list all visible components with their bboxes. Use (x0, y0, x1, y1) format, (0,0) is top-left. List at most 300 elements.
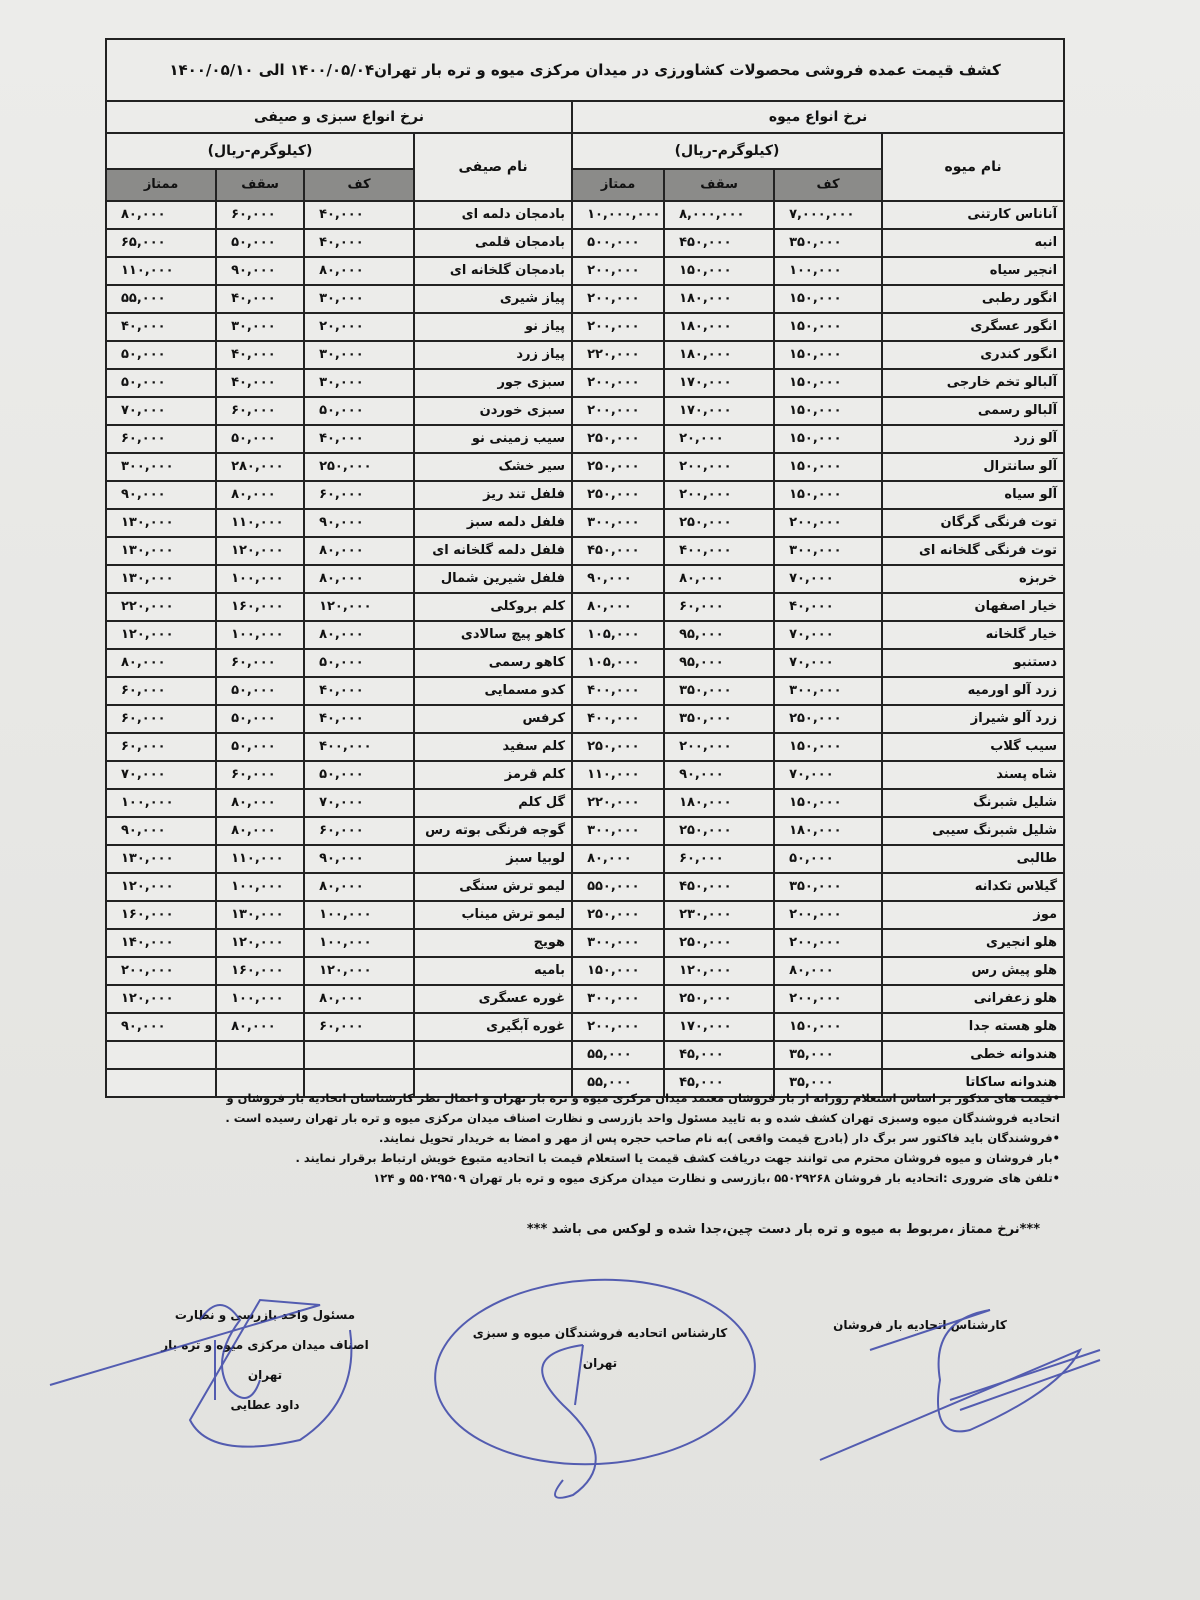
fruit-max-price-cell: ۱۸۰,۰۰۰ (664, 313, 774, 341)
veg-min-price-cell: ۴۰,۰۰۰ (304, 425, 414, 453)
fruit-premium-price-cell: ۲۰۰,۰۰۰ (572, 257, 664, 285)
veg-name-cell: لیمو ترش میناب (414, 901, 572, 929)
fruit-premium-price-cell: ۳۰۰,۰۰۰ (572, 985, 664, 1013)
veg-premium-price-cell: ۱۴۰,۰۰۰ (106, 929, 216, 957)
veg-premium-price-cell: ۵۵,۰۰۰ (106, 285, 216, 313)
veg-max-price-cell: ۹۰,۰۰۰ (216, 257, 304, 285)
veg-premium-price-cell: ۱۲۰,۰۰۰ (106, 985, 216, 1013)
fruit-premium-price-cell: ۳۰۰,۰۰۰ (572, 929, 664, 957)
fruit-premium-price-cell: ۲۲۰,۰۰۰ (572, 341, 664, 369)
fruit-name-cell: خیار گلخانه (882, 621, 1064, 649)
fruit-name-cell: زرد آلو اورمیه (882, 677, 1064, 705)
veg-max-price-cell: ۴۰,۰۰۰ (216, 341, 304, 369)
footnote: •فروشندگان باید فاکتور سر برگ دار (بادرج قیمت واقعی )به نام صاحب حجره پس از مهر و امضا به خریدار تحویل نمایند. (378, 1131, 1060, 1145)
table-row (106, 453, 1064, 481)
fruit-premium-price-cell: ۱۱۰,۰۰۰ (572, 761, 664, 789)
fruit-min-price-cell: ۷۰,۰۰۰ (774, 649, 882, 677)
fruit-max-price-cell: ۲۳۰,۰۰۰ (664, 901, 774, 929)
veg-name-cell: کاهو پیچ سالادی (414, 621, 572, 649)
fruit-premium-price-cell: ۲۰۰,۰۰۰ (572, 397, 664, 425)
veg-min-price-cell: ۲۰,۰۰۰ (304, 313, 414, 341)
fruit-max-price-cell: ۱۲۰,۰۰۰ (664, 957, 774, 985)
veg-max-price-cell: ۸۰,۰۰۰ (216, 789, 304, 817)
veg-min-price-cell: ۱۰۰,۰۰۰ (304, 901, 414, 929)
fruit-name-cell: آلو سانترال (882, 453, 1064, 481)
footnote: •قیمت های مذکور بر اساس استعلام روزانه از بار فروشان معتمد میدان مرکزی میوه و تره بار تهران و اعمال نظر کارشناسان اتحادیه بار فروشان و (226, 1091, 1060, 1105)
veg-name-cell: بادمجان گلخانه ای (414, 257, 572, 285)
fruit-name-cell: هندوانه خطی (882, 1041, 1064, 1069)
table-row (106, 257, 1064, 285)
veg-premium-price-cell: ۳۰۰,۰۰۰ (106, 453, 216, 481)
veg-max-price-cell: ۸۰,۰۰۰ (216, 481, 304, 509)
veg-max-price-cell: ۱۱۰,۰۰۰ (216, 509, 304, 537)
fruit-name-cell: انگور کندری (882, 341, 1064, 369)
fruit-name-header: نام میوه (882, 133, 1064, 201)
veg-max-price-cell: ۴۰,۰۰۰ (216, 369, 304, 397)
veg-min-price-cell: ۴۰,۰۰۰ (304, 705, 414, 733)
veg-max-price-cell: ۱۲۰,۰۰۰ (216, 929, 304, 957)
fruit-max-price-cell: ۲۵۰,۰۰۰ (664, 929, 774, 957)
fruit-min-price-cell: ۱۸۰,۰۰۰ (774, 817, 882, 845)
fruit-premium-price-cell: ۵۵,۰۰۰ (572, 1041, 664, 1069)
fruit-min-price-cell: ۱۰۰,۰۰۰ (774, 257, 882, 285)
table-row (106, 537, 1064, 565)
fruit-premium-price-cell: ۲۵۰,۰۰۰ (572, 733, 664, 761)
veg-max-price-cell: ۱۱۰,۰۰۰ (216, 845, 304, 873)
fruit-name-cell: شاه پسند (882, 761, 1064, 789)
veg-min-price-cell: ۹۰,۰۰۰ (304, 509, 414, 537)
fruit-max-price-cell: ۱۷۰,۰۰۰ (664, 397, 774, 425)
fruit-premium-price-cell: ۳۰۰,۰۰۰ (572, 817, 664, 845)
veg-premium-price-cell: ۲۰۰,۰۰۰ (106, 957, 216, 985)
fruit-max-price-cell: ۶۰,۰۰۰ (664, 845, 774, 873)
fruit-premium-price-cell: ۸۰,۰۰۰ (572, 593, 664, 621)
veg-name-cell: بامیه (414, 957, 572, 985)
fruit-premium-price-cell: ۲۵۰,۰۰۰ (572, 901, 664, 929)
veg-max-price-cell: ۵۰,۰۰۰ (216, 733, 304, 761)
veg-name-cell: پیاز زرد (414, 341, 572, 369)
veg-premium-price-cell: ۱۳۰,۰۰۰ (106, 565, 216, 593)
table-row (106, 341, 1064, 369)
veg-max-price-cell (216, 1041, 304, 1069)
veg-min-price-cell: ۶۰,۰۰۰ (304, 817, 414, 845)
fruit-min-price-cell: ۷۰,۰۰۰ (774, 565, 882, 593)
veg-min-price-cell: ۸۰,۰۰۰ (304, 621, 414, 649)
fruit-name-cell: انگور عسگری (882, 313, 1064, 341)
fruit-premium-price-cell: ۵۰۰,۰۰۰ (572, 229, 664, 257)
fruit-premium-price-cell: ۲۰۰,۰۰۰ (572, 369, 664, 397)
veg-premium-price-cell: ۷۰,۰۰۰ (106, 761, 216, 789)
signature-org: اصناف میدان مرکزی میوه و تره بار تهران (161, 1338, 369, 1382)
veg-min-price-cell: ۳۰,۰۰۰ (304, 369, 414, 397)
veg-max-price-cell: ۶۰,۰۰۰ (216, 201, 304, 229)
veg-max-price-cell: ۱۶۰,۰۰۰ (216, 957, 304, 985)
fruit-unit-header: (کیلوگرم-ریال) (572, 133, 882, 169)
fruit-name-cell: هلو پیش رس (882, 957, 1064, 985)
veg-max-price-cell: ۶۰,۰۰۰ (216, 397, 304, 425)
veg-max-price-cell: ۱۶۰,۰۰۰ (216, 593, 304, 621)
veg-min-price-cell: ۴۰,۰۰۰ (304, 201, 414, 229)
veg-min-price-cell: ۵۰,۰۰۰ (304, 397, 414, 425)
fruit-name-cell: طالبی (882, 845, 1064, 873)
table-row (106, 873, 1064, 901)
veg-name-cell: پیاز نو (414, 313, 572, 341)
fruit-name-cell: آناناس کارتنی (882, 201, 1064, 229)
fruit-max-price-cell: ۲۰۰,۰۰۰ (664, 481, 774, 509)
veg-premium-price-cell: ۶۰,۰۰۰ (106, 733, 216, 761)
table-row (106, 229, 1064, 257)
veg-name-cell: پیاز شیری (414, 285, 572, 313)
veg-premium-price-cell: ۹۰,۰۰۰ (106, 817, 216, 845)
veg-name-cell: گوجه فرنگی بوته رس (414, 817, 572, 845)
veg-max-price-cell: ۳۰,۰۰۰ (216, 313, 304, 341)
veg-premium-price-cell: ۱۰۰,۰۰۰ (106, 789, 216, 817)
veg-name-cell: بادمجان دلمه ای (414, 201, 572, 229)
fruit-max-price-cell: ۲۰,۰۰۰ (664, 425, 774, 453)
fruit-premium-price-cell: ۴۵۰,۰۰۰ (572, 537, 664, 565)
veg-premium-price-cell: ۹۰,۰۰۰ (106, 481, 216, 509)
veg-min-price-cell: ۸۰,۰۰۰ (304, 565, 414, 593)
premium-rate-note: ***نرخ ممتاز ،مربوط به میوه و تره بار دست چین،جدا شده و لوکس می باشد *** (526, 1222, 1040, 1237)
fruit-max-price-cell: ۹۵,۰۰۰ (664, 649, 774, 677)
table-row (106, 313, 1064, 341)
fruit-premium-price-cell: ۲۵۰,۰۰۰ (572, 453, 664, 481)
table-row (106, 817, 1064, 845)
fruit-max-price-cell: ۱۷۰,۰۰۰ (664, 1013, 774, 1041)
veg-min-price-cell: ۴۰,۰۰۰ (304, 677, 414, 705)
veg-name-cell: بادمجان قلمی (414, 229, 572, 257)
fruit-premium-price-cell: ۱۵۰,۰۰۰ (572, 957, 664, 985)
veg-min-price-cell: ۸۰,۰۰۰ (304, 873, 414, 901)
fruit-premium-price-cell: ۵۵,۰۰۰ (572, 1069, 664, 1097)
veg-name-cell: کلم بروکلی (414, 593, 572, 621)
fruit-min-price-cell: ۱۵۰,۰۰۰ (774, 397, 882, 425)
table-row (106, 285, 1064, 313)
table-row (106, 565, 1064, 593)
veg-premium-price-cell: ۶۰,۰۰۰ (106, 677, 216, 705)
veg-name-cell: فلفل دلمه گلخانه ای (414, 537, 572, 565)
fruit-max-price-cell: ۹۵,۰۰۰ (664, 621, 774, 649)
fruit-premium-price-cell: ۲۲۰,۰۰۰ (572, 789, 664, 817)
fruit-max-price-cell: ۳۵۰,۰۰۰ (664, 705, 774, 733)
fruit-name-cell: گیلاس تکدانه (882, 873, 1064, 901)
title-row (106, 39, 1064, 101)
veg-premium-price-cell: ۱۲۰,۰۰۰ (106, 873, 216, 901)
veg-name-cell: هویج (414, 929, 572, 957)
fruit-premium-price-cell: ۲۰۰,۰۰۰ (572, 313, 664, 341)
veg-premium-price-cell: ۹۰,۰۰۰ (106, 1013, 216, 1041)
table-row (106, 425, 1064, 453)
veg-max-price-cell: ۱۰۰,۰۰۰ (216, 985, 304, 1013)
veg-max-price-cell: ۸۰,۰۰۰ (216, 817, 304, 845)
fruit-premium-header: ممتاز (572, 169, 664, 201)
veg-name-cell: کاهو رسمی (414, 649, 572, 677)
veg-min-price-cell: ۵۰,۰۰۰ (304, 761, 414, 789)
table-row (106, 201, 1064, 229)
fruit-min-header: کف (774, 169, 882, 201)
fruit-min-price-cell: ۱۵۰,۰۰۰ (774, 341, 882, 369)
veg-name-cell: کدو مسمایی (414, 677, 572, 705)
veg-name-cell: کلم سفید (414, 733, 572, 761)
footnotes (160, 1088, 1060, 1188)
veg-max-price-cell: ۵۰,۰۰۰ (216, 425, 304, 453)
table-row (106, 369, 1064, 397)
fruit-max-price-cell: ۱۸۰,۰۰۰ (664, 789, 774, 817)
veg-max-price-cell: ۵۰,۰۰۰ (216, 677, 304, 705)
veg-premium-price-cell (106, 1041, 216, 1069)
veg-name-header: نام صیفی (414, 133, 572, 201)
fruit-min-price-cell: ۱۵۰,۰۰۰ (774, 481, 882, 509)
fruit-name-cell: زرد آلو شیراز (882, 705, 1064, 733)
fruit-min-price-cell: ۲۵۰,۰۰۰ (774, 705, 882, 733)
table-row (106, 649, 1064, 677)
fruit-name-cell: هلو انجیری (882, 929, 1064, 957)
fruit-name-cell: هلو هسته جدا (882, 1013, 1064, 1041)
fruit-name-cell: انبه (882, 229, 1064, 257)
fruit-max-header: سقف (664, 169, 774, 201)
fruit-max-price-cell: ۴۰۰,۰۰۰ (664, 537, 774, 565)
signature-block-inspection (150, 1300, 380, 1420)
fruit-max-price-cell: ۸,۰۰۰,۰۰۰ (664, 201, 774, 229)
veg-premium-price-cell: ۶۰,۰۰۰ (106, 425, 216, 453)
fruit-max-price-cell: ۴۵,۰۰۰ (664, 1069, 774, 1097)
unit-header-row (106, 133, 1064, 169)
fruit-max-price-cell: ۳۵۰,۰۰۰ (664, 677, 774, 705)
veg-min-price-cell (304, 1041, 414, 1069)
fruit-max-price-cell: ۲۵۰,۰۰۰ (664, 985, 774, 1013)
fruit-premium-price-cell: ۳۰۰,۰۰۰ (572, 509, 664, 537)
fruit-premium-price-cell: ۱۰,۰۰۰,۰۰۰ (572, 201, 664, 229)
table-row (106, 677, 1064, 705)
veg-min-price-cell: ۹۰,۰۰۰ (304, 845, 414, 873)
fruit-premium-price-cell: ۱۰۵,۰۰۰ (572, 621, 664, 649)
veg-max-price-cell: ۱۰۰,۰۰۰ (216, 565, 304, 593)
fruit-name-cell: هندوانه ساکاتا (882, 1069, 1064, 1097)
fruit-min-price-cell: ۳۰۰,۰۰۰ (774, 537, 882, 565)
fruit-premium-price-cell: ۱۰۵,۰۰۰ (572, 649, 664, 677)
table-row (106, 901, 1064, 929)
fruit-max-price-cell: ۱۷۰,۰۰۰ (664, 369, 774, 397)
table-row (106, 705, 1064, 733)
veg-min-price-cell: ۵۰,۰۰۰ (304, 649, 414, 677)
fruit-premium-price-cell: ۲۵۰,۰۰۰ (572, 425, 664, 453)
fruit-max-price-cell: ۴۵۰,۰۰۰ (664, 229, 774, 257)
veg-premium-price-cell: ۴۰,۰۰۰ (106, 313, 216, 341)
fruit-min-price-cell: ۱۵۰,۰۰۰ (774, 425, 882, 453)
veg-name-cell: کرفس (414, 705, 572, 733)
fruit-min-price-cell: ۱۵۰,۰۰۰ (774, 453, 882, 481)
veg-max-price-cell: ۵۰,۰۰۰ (216, 705, 304, 733)
table-row (106, 621, 1064, 649)
veg-min-price-cell: ۸۰,۰۰۰ (304, 985, 414, 1013)
table-row (106, 957, 1064, 985)
fruit-name-cell: آلبالو تخم خارجی (882, 369, 1064, 397)
fruit-name-cell: انگور رطبی (882, 285, 1064, 313)
veg-max-price-cell: ۶۰,۰۰۰ (216, 649, 304, 677)
fruit-min-price-cell: ۱۵۰,۰۰۰ (774, 313, 882, 341)
veg-max-price-cell: ۶۰,۰۰۰ (216, 761, 304, 789)
signature-block-fruit-sellers-union (460, 1318, 740, 1378)
fruit-group-header: نرخ انواع میوه (572, 101, 1064, 133)
veg-min-price-cell: ۱۲۰,۰۰۰ (304, 593, 414, 621)
veg-premium-price-cell: ۸۰,۰۰۰ (106, 201, 216, 229)
table-row (106, 593, 1064, 621)
table-row (106, 733, 1064, 761)
table-row (106, 845, 1064, 873)
veg-name-cell: گل کلم (414, 789, 572, 817)
fruit-max-price-cell: ۸۰,۰۰۰ (664, 565, 774, 593)
price-table (105, 38, 1065, 1098)
veg-min-price-cell: ۳۰,۰۰۰ (304, 285, 414, 313)
veg-premium-price-cell: ۱۳۰,۰۰۰ (106, 537, 216, 565)
veg-min-header: کف (304, 169, 414, 201)
footnote: اتحادیه فروشندگان میوه وسبزی تهران کشف شده و به تایید مسئول واحد بازرسی و نظارت اصناف میدان مرکزی میوه و تره بار تهران رسیده است . (225, 1111, 1060, 1125)
veg-min-price-cell: ۲۵۰,۰۰۰ (304, 453, 414, 481)
veg-name-cell: فلفل تند ریز (414, 481, 572, 509)
veg-name-cell: غوره عسگری (414, 985, 572, 1013)
fruit-max-price-cell: ۴۵۰,۰۰۰ (664, 873, 774, 901)
veg-name-cell: لیمو ترش سنگی (414, 873, 572, 901)
veg-min-price-cell: ۷۰,۰۰۰ (304, 789, 414, 817)
footnote-phones: •تلفن های ضروری :اتحادیه بار فروشان ۵۵۰۲۹۲۶۸ ،بازرسی و نظارت میدان مرکزی میوه و تره بار تهران ۵۵۰۲۹۵۰۹ و ۱۲۴ (373, 1171, 1060, 1185)
veg-premium-price-cell: ۵۰,۰۰۰ (106, 369, 216, 397)
footnote: •بار فروشان و میوه فروشان محترم می توانند جهت دریافت کشف قیمت یا استعلام قیمت با اتحادیه متبوع خویش ارتباط برقرار نمایند . (295, 1151, 1060, 1165)
table-row (106, 509, 1064, 537)
veg-premium-price-cell: ۵۰,۰۰۰ (106, 341, 216, 369)
veg-name-cell: کلم قرمز (414, 761, 572, 789)
fruit-max-price-cell: ۲۵۰,۰۰۰ (664, 509, 774, 537)
veg-premium-price-cell: ۱۳۰,۰۰۰ (106, 845, 216, 873)
table-row (106, 929, 1064, 957)
fruit-name-cell: آلو سیاه (882, 481, 1064, 509)
veg-premium-price-cell: ۱۳۰,۰۰۰ (106, 509, 216, 537)
veg-min-price-cell: ۶۰,۰۰۰ (304, 1013, 414, 1041)
table-row (106, 985, 1064, 1013)
veg-max-price-cell: ۴۰,۰۰۰ (216, 285, 304, 313)
veg-name-cell: سیب زمینی نو (414, 425, 572, 453)
veg-name-cell: غوره آبگیری (414, 1013, 572, 1041)
veg-max-price-cell: ۱۰۰,۰۰۰ (216, 873, 304, 901)
veg-premium-price-cell: ۶۰,۰۰۰ (106, 705, 216, 733)
fruit-premium-price-cell: ۴۰۰,۰۰۰ (572, 705, 664, 733)
fruit-min-price-cell: ۴۰,۰۰۰ (774, 593, 882, 621)
veg-min-price-cell: ۴۰۰,۰۰۰ (304, 733, 414, 761)
veg-max-price-cell: ۱۰۰,۰۰۰ (216, 621, 304, 649)
veg-name-cell: سبزی خوردن (414, 397, 572, 425)
fruit-max-price-cell: ۴۵,۰۰۰ (664, 1041, 774, 1069)
veg-max-price-cell: ۸۰,۰۰۰ (216, 1013, 304, 1041)
fruit-name-cell: آلبالو رسمی (882, 397, 1064, 425)
fruit-name-cell: شلیل شبرنگ سیبی (882, 817, 1064, 845)
signature-title: کارشناس اتحادیه فروشندگان میوه و سبزی تهران (472, 1326, 728, 1370)
fruit-min-price-cell: ۱۵۰,۰۰۰ (774, 733, 882, 761)
veg-name-cell (414, 1041, 572, 1069)
fruit-max-price-cell: ۱۸۰,۰۰۰ (664, 285, 774, 313)
veg-group-header: نرخ انواع سبزی و صیفی (106, 101, 572, 133)
fruit-min-price-cell: ۷۰,۰۰۰ (774, 621, 882, 649)
fruit-min-price-cell: ۱۵۰,۰۰۰ (774, 369, 882, 397)
fruit-premium-price-cell: ۲۵۰,۰۰۰ (572, 481, 664, 509)
fruit-min-price-cell: ۷,۰۰۰,۰۰۰ (774, 201, 882, 229)
fruit-name-cell: خربزه (882, 565, 1064, 593)
fruit-min-price-cell: ۱۵۰,۰۰۰ (774, 1013, 882, 1041)
fruit-premium-price-cell: ۹۰,۰۰۰ (572, 565, 664, 593)
fruit-min-price-cell: ۷۰,۰۰۰ (774, 761, 882, 789)
fruit-premium-price-cell: ۲۰۰,۰۰۰ (572, 1013, 664, 1041)
fruit-min-price-cell: ۵۰,۰۰۰ (774, 845, 882, 873)
fruit-min-price-cell: ۸۰,۰۰۰ (774, 957, 882, 985)
veg-premium-price-cell: ۷۰,۰۰۰ (106, 397, 216, 425)
signature-name: داود عطایی (230, 1398, 300, 1412)
veg-premium-price-cell: ۸۰,۰۰۰ (106, 649, 216, 677)
veg-max-price-cell: ۱۳۰,۰۰۰ (216, 901, 304, 929)
fruit-name-cell: موز (882, 901, 1064, 929)
fruit-name-cell: هلو زعفرانی (882, 985, 1064, 1013)
fruit-min-price-cell: ۳۰۰,۰۰۰ (774, 677, 882, 705)
fruit-name-cell: توت فرنگی گرگان (882, 509, 1064, 537)
fruit-min-price-cell: ۳۵,۰۰۰ (774, 1069, 882, 1097)
fruit-min-price-cell: ۲۰۰,۰۰۰ (774, 929, 882, 957)
fruit-name-cell: سیب گلاب (882, 733, 1064, 761)
veg-name-cell: فلفل شیرین شمال (414, 565, 572, 593)
veg-name-cell: لوبیا سبز (414, 845, 572, 873)
table-row (106, 397, 1064, 425)
table-row (106, 1013, 1064, 1041)
fruit-premium-price-cell: ۲۰۰,۰۰۰ (572, 285, 664, 313)
fruit-name-cell: دستنبو (882, 649, 1064, 677)
table-row (106, 761, 1064, 789)
fruit-name-cell: توت فرنگی گلخانه ای (882, 537, 1064, 565)
veg-name-cell: سیر خشک (414, 453, 572, 481)
veg-min-price-cell: ۸۰,۰۰۰ (304, 257, 414, 285)
veg-max-price-cell: ۲۸۰,۰۰۰ (216, 453, 304, 481)
signature-block-wholesalers-union (830, 1310, 1010, 1340)
veg-premium-header: ممتاز (106, 169, 216, 201)
veg-min-price-cell: ۶۰,۰۰۰ (304, 481, 414, 509)
signature-title: مسئول واحد بازرسی و نظارت (174, 1308, 356, 1322)
fruit-name-cell: شلیل شبرنگ (882, 789, 1064, 817)
fruit-premium-price-cell: ۴۰۰,۰۰۰ (572, 677, 664, 705)
veg-min-price-cell: ۱۲۰,۰۰۰ (304, 957, 414, 985)
fruit-name-cell: خیار اصفهان (882, 593, 1064, 621)
veg-premium-price-cell: ۶۵,۰۰۰ (106, 229, 216, 257)
table-row (106, 481, 1064, 509)
fruit-min-price-cell: ۱۵۰,۰۰۰ (774, 285, 882, 313)
fruit-min-price-cell: ۲۰۰,۰۰۰ (774, 509, 882, 537)
fruit-name-cell: آلو زرد (882, 425, 1064, 453)
veg-max-header: سقف (216, 169, 304, 201)
fruit-max-price-cell: ۶۰,۰۰۰ (664, 593, 774, 621)
fruit-min-price-cell: ۱۵۰,۰۰۰ (774, 789, 882, 817)
veg-premium-price-cell: ۱۲۰,۰۰۰ (106, 621, 216, 649)
fruit-name-cell: انجیر سیاه (882, 257, 1064, 285)
veg-min-price-cell: ۸۰,۰۰۰ (304, 537, 414, 565)
signature-title: کارشناس اتحادیه بار فروشان (833, 1318, 1007, 1332)
fruit-max-price-cell: ۹۰,۰۰۰ (664, 761, 774, 789)
fruit-max-price-cell: ۲۵۰,۰۰۰ (664, 817, 774, 845)
fruit-premium-price-cell: ۸۰,۰۰۰ (572, 845, 664, 873)
group-header-row (106, 101, 1064, 133)
veg-min-price-cell: ۳۰,۰۰۰ (304, 341, 414, 369)
veg-max-price-cell: ۵۰,۰۰۰ (216, 229, 304, 257)
veg-min-price-cell: ۴۰,۰۰۰ (304, 229, 414, 257)
veg-premium-price-cell: ۱۱۰,۰۰۰ (106, 257, 216, 285)
fruit-max-price-cell: ۲۰۰,۰۰۰ (664, 733, 774, 761)
fruit-min-price-cell: ۲۰۰,۰۰۰ (774, 901, 882, 929)
veg-name-cell: سبزی جور (414, 369, 572, 397)
table-row (106, 789, 1064, 817)
table-row (106, 1041, 1064, 1069)
